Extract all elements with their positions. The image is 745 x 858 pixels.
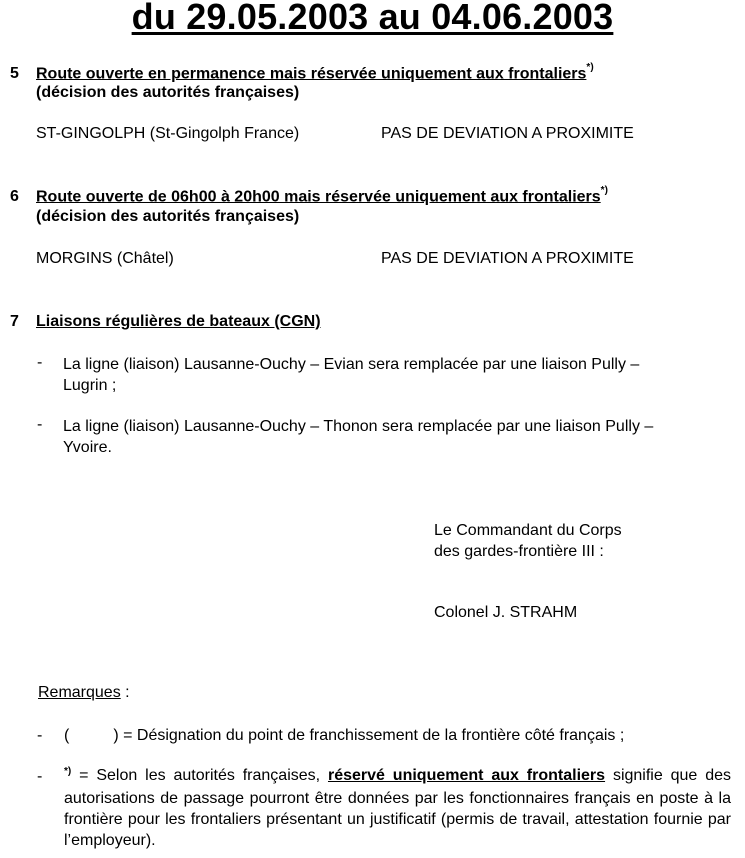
signature-title-line: Le Commandant du Corps bbox=[434, 522, 622, 539]
list-item bbox=[63, 416, 743, 458]
section-7-heading bbox=[10, 313, 321, 331]
note-2-text-after: signifie que des autorisations de passage pourront être données par les fonctionnaires français en poste à la frontière pour les frontaliers présentant un justificatif (permis de travail, attestation fournie par l’employeur). bbox=[64, 767, 732, 849]
section-number: 5 bbox=[10, 65, 19, 83]
section-5-crossing: ST-GINGOLPH (St-Gingolph France) bbox=[36, 125, 300, 142]
footnote-mark: *) bbox=[64, 766, 72, 777]
list-item bbox=[63, 354, 743, 396]
note-1 bbox=[64, 727, 624, 745]
signature-name: Colonel J. STRAHM bbox=[434, 604, 578, 621]
section-6-crossing: MORGINS (Châtel) bbox=[36, 250, 174, 267]
section-5-heading bbox=[10, 64, 594, 83]
signature-block bbox=[434, 520, 622, 562]
section-heading-text: Route ouverte en permanence mais réservée uniquement aux frontaliers bbox=[36, 65, 587, 83]
list-item-dash: - bbox=[37, 354, 43, 371]
section-heading-text: Liaisons régulières de bateaux (CGN) bbox=[36, 313, 321, 330]
section-6-subheading: (décision des autorités françaises) bbox=[36, 208, 300, 225]
footnote-mark: *) bbox=[586, 62, 594, 73]
remarks-heading-suffix: : bbox=[120, 684, 130, 701]
list-item-line: La ligne (liaison) Lausanne-Ouchy – Thonon sera remplacée par une liaison Pully – bbox=[63, 418, 654, 435]
section-number: 7 bbox=[10, 313, 19, 330]
section-5-deviation: PAS DE DEVIATION A PROXIMITE bbox=[381, 125, 634, 142]
note-2 bbox=[64, 765, 731, 851]
note-dash: - bbox=[37, 768, 43, 785]
section-number: 6 bbox=[10, 188, 19, 206]
note-1-text: = Désignation du point de franchissement de la frontière côté français ; bbox=[123, 727, 625, 744]
list-item-line: La ligne (liaison) Lausanne-Ouchy – Evian sera remplacée par une liaison Pully – bbox=[63, 356, 640, 373]
remarks-heading bbox=[38, 684, 130, 702]
section-heading-text: Route ouverte de 06h00 à 20h00 mais réservée uniquement aux frontaliers bbox=[36, 188, 601, 206]
section-6-deviation: PAS DE DEVIATION A PROXIMITE bbox=[381, 250, 634, 267]
list-item-dash: - bbox=[37, 416, 43, 433]
signature-title-line: des gardes-frontière III : bbox=[434, 543, 604, 560]
note-open-paren: ( bbox=[64, 727, 70, 744]
note-close-paren: ) bbox=[113, 727, 119, 744]
note-dash: - bbox=[37, 727, 43, 744]
footnote-mark: *) bbox=[600, 185, 608, 196]
section-6-heading bbox=[10, 187, 608, 206]
list-item-line: Lugrin ; bbox=[63, 377, 117, 394]
note-2-text-before: = Selon les autorités françaises, bbox=[71, 767, 328, 784]
remarks-heading-text: Remarques bbox=[38, 684, 121, 701]
note-2-emphasis: réservé uniquement aux frontaliers bbox=[327, 767, 606, 784]
page-title: du 29.05.2003 au 04.06.2003 bbox=[131, 0, 614, 37]
list-item-line: Yvoire. bbox=[63, 439, 112, 456]
section-5-subheading: (décision des autorités françaises) bbox=[36, 84, 300, 101]
